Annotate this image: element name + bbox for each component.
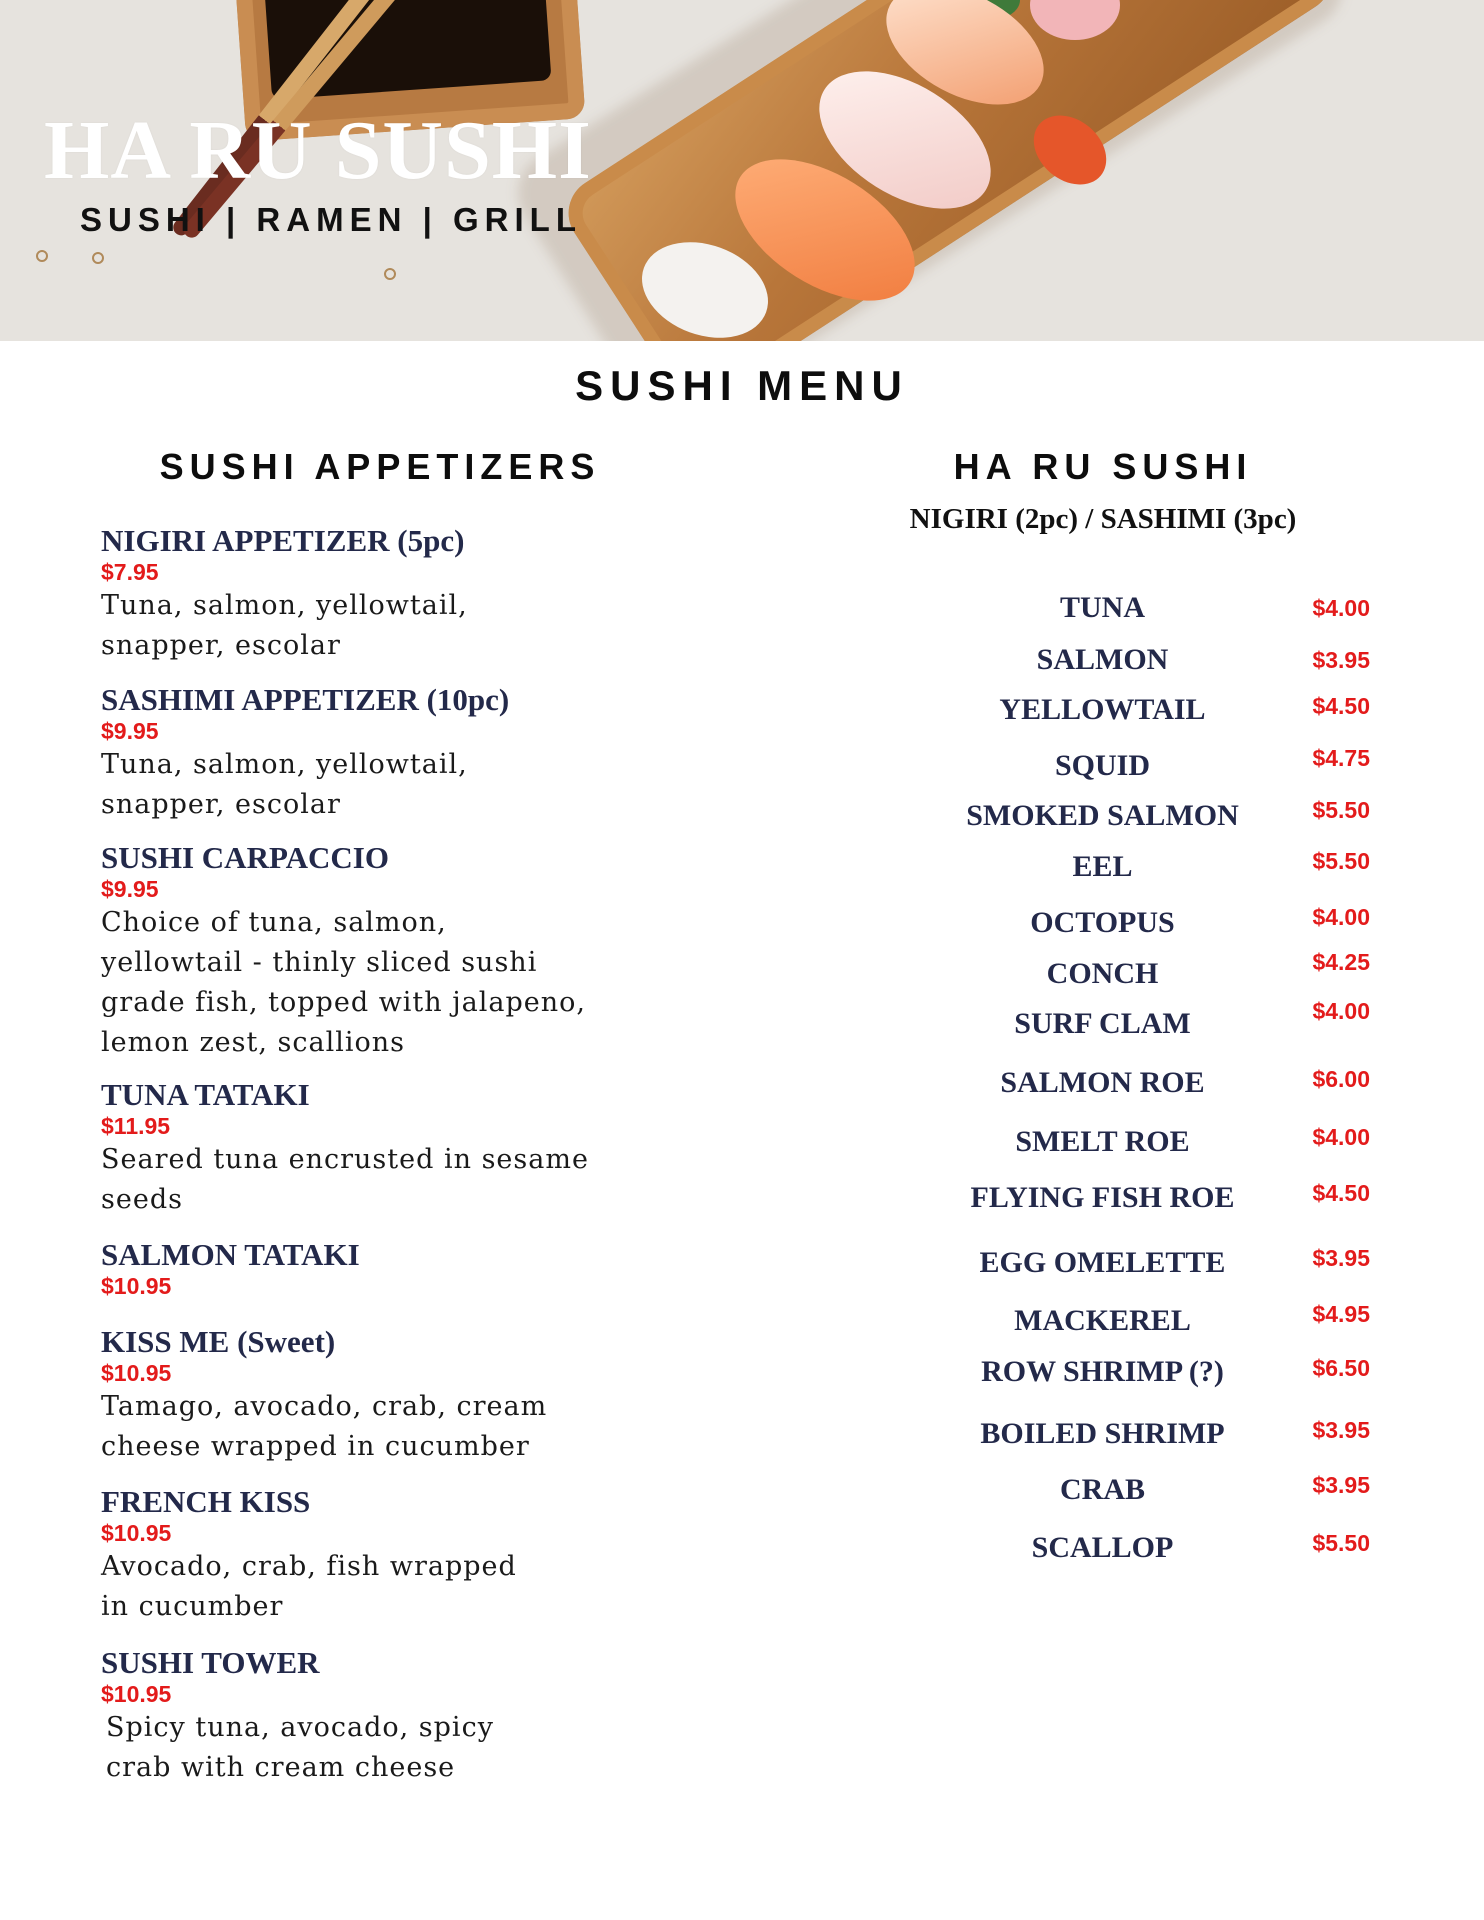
nigiri-row bbox=[930, 1063, 1390, 1103]
appetizer-price: $11.95 bbox=[101, 1113, 171, 1139]
nigiri-name: CRAB bbox=[1059, 1473, 1145, 1506]
appetizer-price: $10.95 bbox=[101, 1273, 172, 1299]
appetizer-description: Seared tuna encrusted in sesame seeds bbox=[101, 1144, 589, 1215]
nigiri-name: ROW SHRIMP (?) bbox=[981, 1355, 1224, 1388]
nigiri-price: $3.95 bbox=[1312, 1417, 1370, 1443]
nigiri-name: SMELT ROE bbox=[1015, 1125, 1190, 1158]
decor-dot bbox=[384, 268, 396, 280]
nigiri-name: SMOKED SALMON bbox=[966, 799, 1239, 832]
appetizer-name: SUSHI CARPACCIO bbox=[101, 840, 389, 875]
appetizer-item bbox=[101, 841, 661, 1063]
appetizer-item bbox=[101, 1325, 661, 1467]
appetizer-item bbox=[101, 683, 661, 825]
nigiri-row bbox=[930, 1414, 1390, 1454]
nigiri-name: EGG OMELETTE bbox=[979, 1246, 1226, 1279]
appetizer-price: $10.95 bbox=[101, 1520, 172, 1546]
appetizer-price: $10.95 bbox=[101, 1360, 172, 1386]
hero-banner bbox=[0, 0, 1484, 341]
nigiri-name: TUNA bbox=[1059, 591, 1145, 624]
nigiri-row bbox=[930, 796, 1390, 836]
nigiri-name: CONCH bbox=[1046, 957, 1159, 990]
nigiri-row bbox=[930, 998, 1390, 1044]
nigiri-row bbox=[930, 746, 1390, 786]
nigiri-row bbox=[930, 588, 1390, 628]
appetizer-name: SUSHI TOWER bbox=[101, 1645, 320, 1680]
nigiri-price: $6.00 bbox=[1312, 1066, 1370, 1092]
appetizer-price: $9.95 bbox=[101, 718, 159, 744]
nigiri-name: BOILED SHRIMP bbox=[980, 1417, 1225, 1450]
nigiri-price: $4.00 bbox=[1312, 998, 1370, 1024]
decor-dot bbox=[92, 252, 104, 264]
appetizer-name: FRENCH KISS bbox=[101, 1484, 311, 1519]
nigiri-name: SCALLOP bbox=[1031, 1531, 1174, 1564]
nigiri-price: $4.00 bbox=[1312, 1124, 1370, 1150]
nigiri-name: FLYING FISH ROE bbox=[970, 1181, 1235, 1214]
nigiri-name: EEL bbox=[1072, 850, 1133, 883]
nigiri-name: MACKEREL bbox=[1014, 1304, 1191, 1337]
nigiri-row bbox=[930, 1122, 1390, 1162]
nigiri-name: SURF CLAM bbox=[1014, 1007, 1191, 1040]
nigiri-price: $4.00 bbox=[1312, 904, 1370, 930]
nigiri-row bbox=[930, 1528, 1390, 1568]
nigiri-price: $4.50 bbox=[1312, 693, 1370, 719]
nigiri-row bbox=[930, 847, 1390, 887]
appetizer-name: TUNA TATAKI bbox=[101, 1077, 310, 1112]
nigiri-title: HA RU SUSHI bbox=[953, 446, 1253, 487]
nigiri-price: $3.95 bbox=[1312, 647, 1370, 673]
nigiri-price: $4.95 bbox=[1312, 1301, 1370, 1327]
nigiri-row bbox=[930, 1243, 1390, 1283]
nigiri-name: SALMON ROE bbox=[1000, 1066, 1205, 1099]
appetizer-name: SALMON TATAKI bbox=[101, 1237, 360, 1272]
nigiri-row bbox=[930, 690, 1390, 730]
decor-dot bbox=[36, 250, 48, 262]
nigiri-row bbox=[930, 1352, 1390, 1392]
menu-title: SUSHI MENU bbox=[575, 362, 909, 409]
nigiri-price: $5.50 bbox=[1312, 797, 1370, 823]
nigiri-price: $4.00 bbox=[1312, 595, 1370, 621]
nigiri-price: $3.95 bbox=[1312, 1472, 1370, 1498]
nigiri-row bbox=[930, 1178, 1390, 1218]
appetizer-item bbox=[101, 1646, 661, 1788]
brand-title: HA RU SUSHI bbox=[44, 104, 592, 197]
nigiri-row bbox=[930, 1470, 1390, 1510]
nigiri-name: SQUID bbox=[1054, 749, 1151, 782]
appetizer-description: Tuna, salmon, yellowtail, snapper, escolar bbox=[101, 749, 468, 820]
nigiri-subtitle: NIGIRI (2pc) / SASHIMI (3pc) bbox=[909, 503, 1297, 535]
appetizer-price: $7.95 bbox=[101, 559, 159, 585]
nigiri-row bbox=[930, 903, 1390, 943]
appetizer-description: Tamago, avocado, crab, cream cheese wrapped in cucumber bbox=[101, 1391, 548, 1462]
nigiri-name: SALMON bbox=[1036, 643, 1169, 676]
nigiri-price: $5.50 bbox=[1312, 1530, 1370, 1556]
appetizer-price: $9.95 bbox=[101, 876, 159, 902]
nigiri-price: $3.95 bbox=[1312, 1245, 1370, 1271]
appetizer-name: SASHIMI APPETIZER (10pc) bbox=[101, 682, 510, 717]
nigiri-row bbox=[930, 1301, 1390, 1341]
nigiri-price: $6.50 bbox=[1312, 1355, 1370, 1381]
appetizer-name: NIGIRI APPETIZER (5pc) bbox=[101, 523, 465, 558]
appetizer-description: Choice of tuna, salmon, yellowtail - thinly sliced sushi grade fish, topped with jalapeno, lemon zest, scallions bbox=[101, 907, 586, 1058]
nigiri-price: $4.25 bbox=[1312, 949, 1370, 975]
nigiri-row bbox=[930, 949, 1390, 994]
appetizer-item bbox=[101, 524, 661, 666]
nigiri-name: YELLOWTAIL bbox=[999, 693, 1206, 726]
appetizer-description: Spicy tuna, avocado, spicy crab with cream cheese bbox=[106, 1712, 494, 1783]
nigiri-price: $4.50 bbox=[1312, 1180, 1370, 1206]
nigiri-price: $5.50 bbox=[1312, 848, 1370, 874]
appetizer-description: Tuna, salmon, yellowtail, snapper, escolar bbox=[101, 590, 468, 661]
appetizer-item bbox=[101, 1238, 661, 1300]
appetizer-name: KISS ME (Sweet) bbox=[101, 1324, 336, 1359]
nigiri-name: OCTOPUS bbox=[1030, 906, 1175, 939]
appetizer-item bbox=[101, 1078, 661, 1220]
nigiri-row bbox=[930, 640, 1390, 680]
brand-tagline: SUSHI | RAMEN | GRILL bbox=[80, 201, 582, 238]
appetizer-item bbox=[101, 1485, 661, 1627]
appetizer-price: $10.95 bbox=[101, 1681, 172, 1707]
appetizers-title: SUSHI APPETIZERS bbox=[159, 446, 601, 487]
nigiri-price: $4.75 bbox=[1312, 745, 1370, 771]
appetizer-description: Avocado, crab, fish wrapped in cucumber bbox=[101, 1551, 517, 1622]
